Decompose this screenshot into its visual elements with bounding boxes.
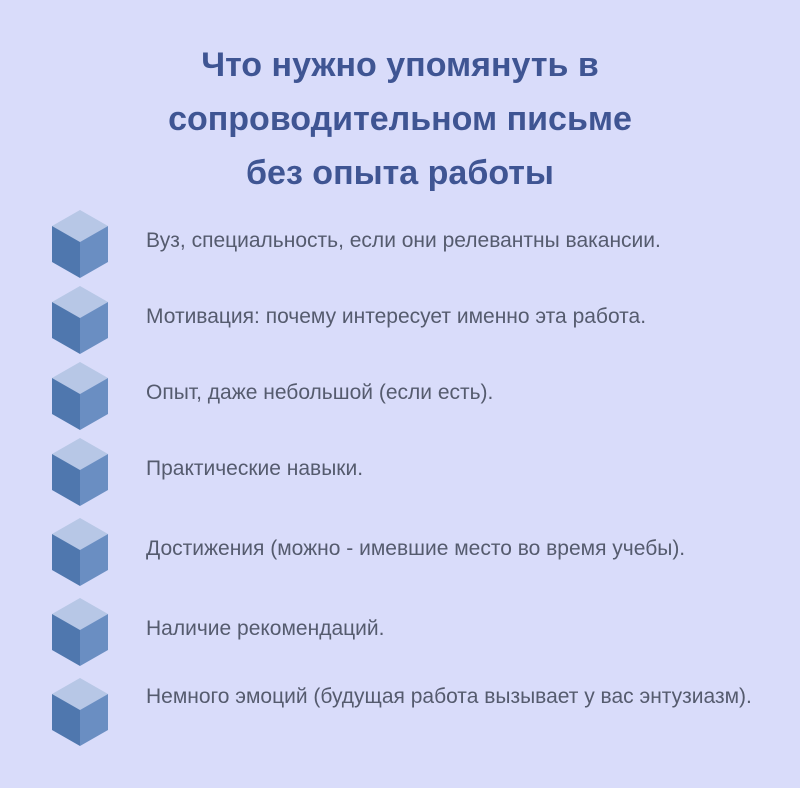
list-item-text: Наличие рекомендаций. <box>146 617 385 640</box>
list-item <box>48 362 800 434</box>
list-item <box>48 518 800 590</box>
list-item-text: Вуз, специальность, если они релевантны вакансии. <box>146 229 661 252</box>
list-item-text: Немного эмоций (будущая работа вызывает у вас энтузиазм). <box>146 685 752 708</box>
cube-icon <box>48 210 112 282</box>
cube-icon <box>48 286 112 358</box>
cube-icon <box>48 438 112 510</box>
list-item <box>48 210 800 282</box>
list-item-text: Опыт, даже небольшой (если есть). <box>146 381 494 404</box>
list-item-text: Мотивация: почему интересует именно эта работа. <box>146 305 647 328</box>
list-item <box>48 286 800 358</box>
cube-icon <box>48 598 112 670</box>
list-item <box>48 438 800 510</box>
cube-icon <box>48 362 112 434</box>
list-item-text: Практические навыки. <box>146 457 364 480</box>
list-item <box>48 598 800 670</box>
title-line-2: сопроводительном письме <box>168 100 632 138</box>
page-title <box>0 38 800 200</box>
cube-icon <box>48 678 112 750</box>
title-line-1: Что нужно упомянуть в <box>201 46 599 84</box>
cube-icon <box>48 518 112 590</box>
list-item-text: Достижения (можно - имевшие место во время учебы). <box>146 537 686 560</box>
title-line-3: без опыта работы <box>246 154 554 192</box>
list-item <box>48 678 800 750</box>
